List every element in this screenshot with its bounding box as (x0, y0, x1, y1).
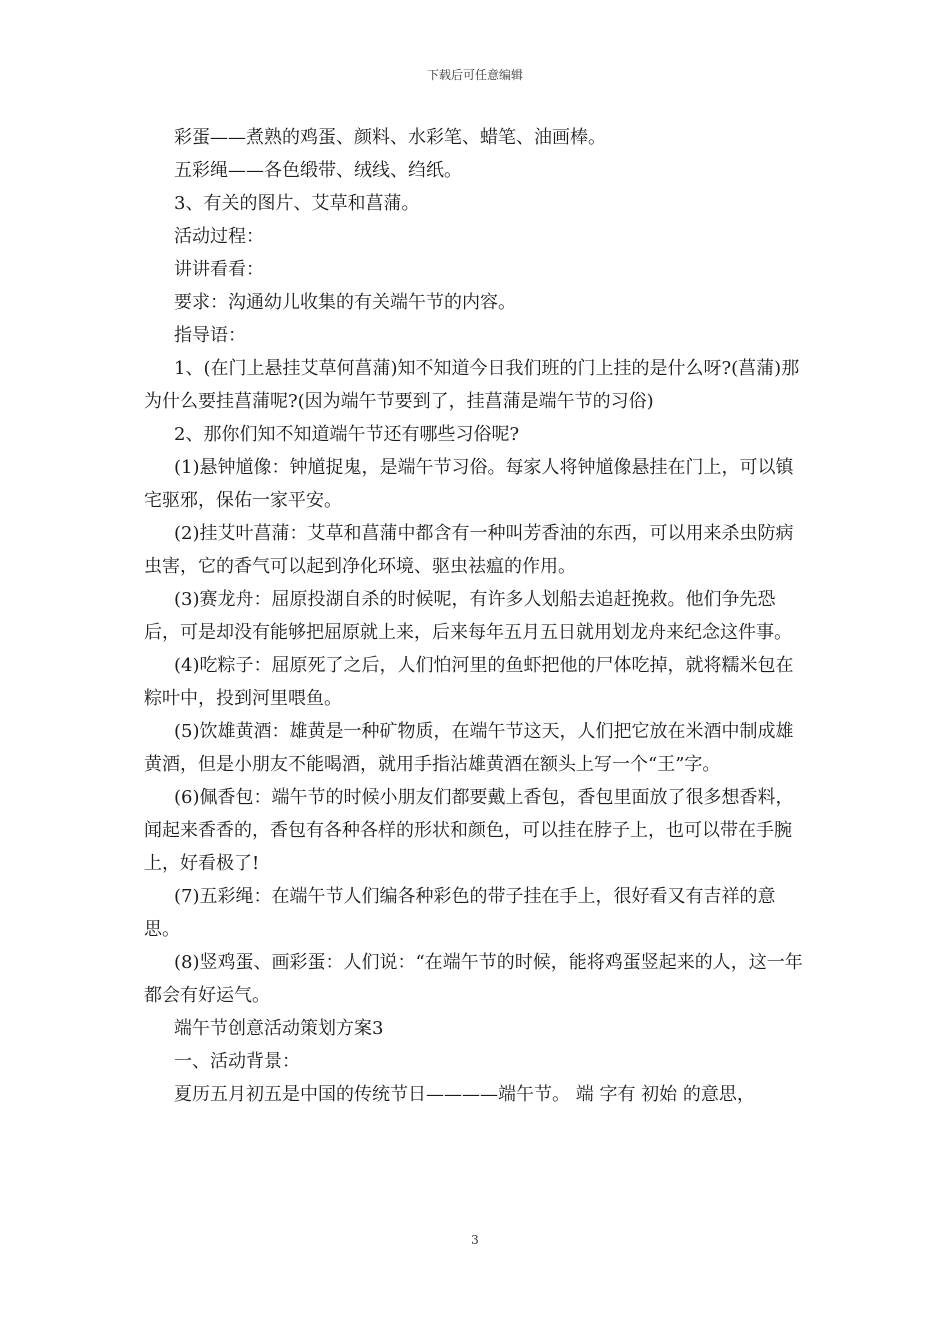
document-body (144, 121, 810, 1111)
paragraph: (2)挂艾叶菖蒲：艾草和菖蒲中都含有一种叫芳香油的东西，可以用来杀虫防病虫害，它的香气可以起到净化环境、驱虫祛瘟的作用。 (144, 523, 794, 577)
paragraph: 五彩绳——各色缎带、绒线、绉纸。 (174, 160, 462, 181)
paragraph: 1、(在门上悬挂艾草何菖蒲)知不知道今日我们班的门上挂的是什么呀?(菖蒲)那为什么要挂菖蒲呢?(因为端午节要到了，挂菖蒲是端午节的习俗) (144, 358, 800, 412)
paragraph: (1)悬钟馗像：钟馗捉鬼，是端午节习俗。每家人将钟馗像悬挂在门上，可以镇宅驱邪，保佑一家平安。 (144, 457, 794, 511)
paragraph: 要求：沟通幼儿收集的有关端午节的内容。 (174, 292, 516, 313)
paragraph: 指导语： (174, 325, 246, 346)
page-header: 下载后可任意编辑 (426, 68, 523, 82)
paragraph: (8)竖鸡蛋、画彩蛋：人们说：“在端午节的时候，能将鸡蛋竖起来的人，这一年都会有好运气。 (144, 952, 803, 1006)
paragraph: (5)饮雄黄酒：雄黄是一种矿物质，在端午节这天，人们把它放在米酒中制成雄黄酒，但是小朋友不能喝酒，就用手指沾雄黄酒在额头上写一个“王”字。 (144, 721, 794, 775)
paragraph: 夏历五月初五是中国的传统节日————端午节。 端 字有 初始 的意思， (174, 1084, 755, 1105)
paragraph: 彩蛋——煮熟的鸡蛋、颜料、水彩笔、蜡笔、油画棒。 (174, 127, 606, 148)
paragraph: (3)赛龙舟：屈原投湖自杀的时候呢，有许多人划船去追赶挽救。他们争先恐后，可是却没有能够把屈原就上来，后来每年五月五日就用划龙舟来纪念这件事。 (144, 589, 792, 643)
paragraph: (6)佩香包：端午节的时候小朋友们都要戴上香包，香包里面放了很多想香料，闻起来香香的，香包有各种各样的形状和颜色，可以挂在脖子上，也可以带在手腕上，好看极了! (144, 787, 794, 874)
section-title: 端午节创意活动策划方案3 (174, 1018, 384, 1039)
subsection-title: 一、活动背景： (174, 1051, 300, 1072)
page-number: 3 (471, 1233, 479, 1247)
paragraph: 讲讲看看： (174, 259, 264, 280)
paragraph: (7)五彩绳：在端午节人们编各种彩色的带子挂在手上，很好看又有吉祥的意思。 (144, 886, 776, 940)
paragraph: 活动过程： (174, 226, 264, 247)
paragraph: 3、有关的图片、艾草和菖蒲。 (174, 193, 420, 214)
paragraph: 2、那你们知不知道端午节还有哪些习俗呢? (174, 424, 520, 445)
paragraph: (4)吃粽子：屈原死了之后，人们怕河里的鱼虾把他的尸体吃掉，就将糯米包在粽叶中，投到河里喂鱼。 (144, 655, 794, 709)
